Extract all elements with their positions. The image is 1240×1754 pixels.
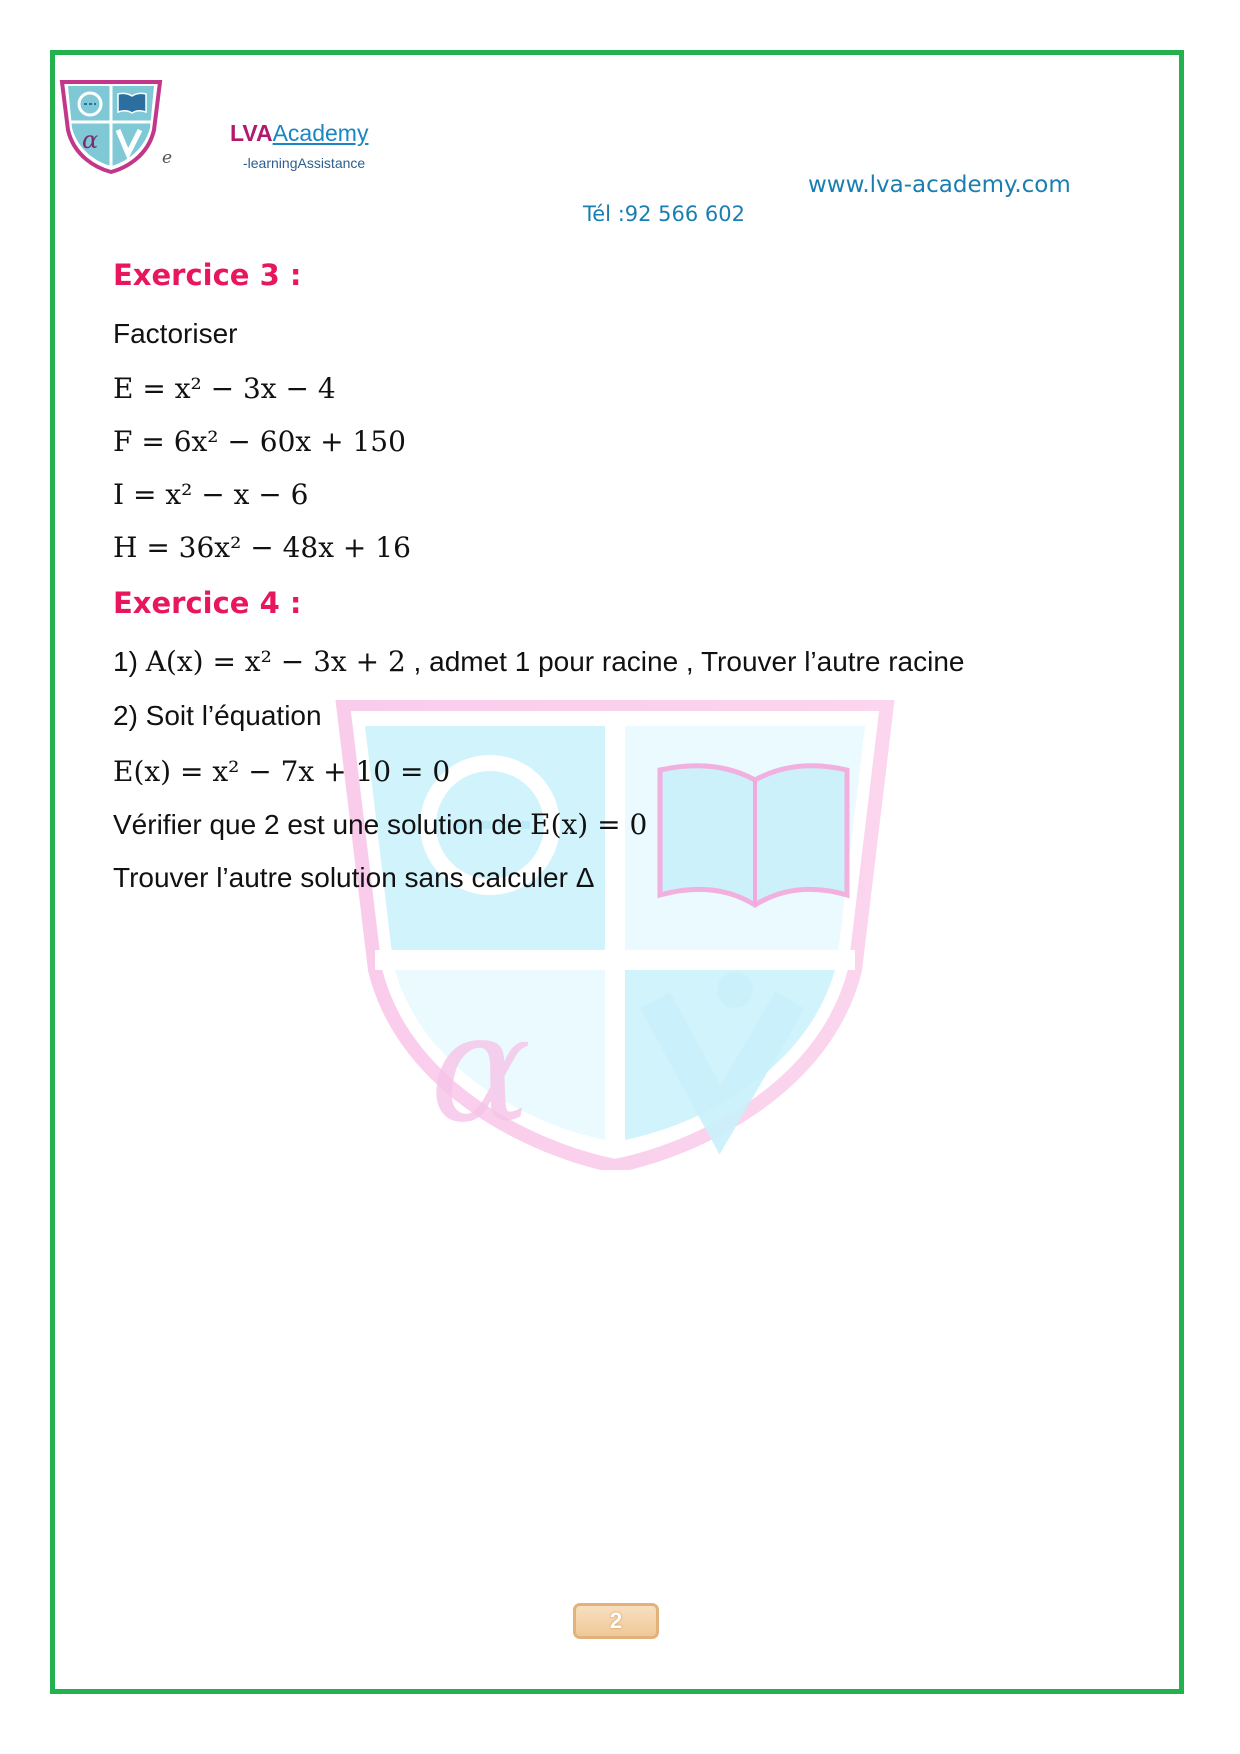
exercise4-title: Exercice 4 : xyxy=(113,586,302,620)
verify-equation: E(x) = 0 xyxy=(530,808,648,841)
svg-text:α: α xyxy=(82,126,99,154)
equation-e: E = x² − 3x − 4 xyxy=(113,372,336,405)
exercise3-instruction: Factoriser xyxy=(113,318,238,349)
q1-text: , admet 1 pour racine , Trouver l’autre racine xyxy=(405,646,965,677)
equation-f: F = 6x² − 60x + 150 xyxy=(113,425,406,458)
page-number-badge: 2 xyxy=(573,1603,659,1639)
website-link[interactable]: www.lva-academy.com xyxy=(808,172,1071,198)
equation-i: I = x² − x − 6 xyxy=(113,478,309,511)
equation-h: H = 36x² − 48x + 16 xyxy=(113,531,411,564)
exercise4-question1 xyxy=(113,645,965,678)
logo-e-letter: e xyxy=(162,148,173,168)
q1-equation: A(x) = x² − 3x + 2 xyxy=(145,645,406,678)
exercise4-verify xyxy=(113,808,647,841)
exercise3-title: Exercice 3 : xyxy=(113,258,302,292)
lva-logo-icon xyxy=(56,78,166,174)
brand-name[interactable] xyxy=(230,120,368,147)
phone-number: Tél :92 566 602 xyxy=(583,202,746,226)
brand-academy: Academy xyxy=(272,120,369,146)
svg-text:α: α xyxy=(430,982,532,1156)
equation-ex: E(x) = x² − 7x + 10 = 0 xyxy=(113,755,451,788)
exercise4-question2: 2) Soit l’équation xyxy=(113,700,322,731)
brand-lva: LVA xyxy=(230,120,273,146)
brand-tagline: -learningAssistance xyxy=(243,155,366,171)
exercise4-find-solution: Trouver l’autre solution sans calculer Δ xyxy=(113,862,595,893)
verify-text: Vérifier que 2 est une solution de xyxy=(113,809,531,840)
q1-prefix: 1) xyxy=(113,646,146,677)
